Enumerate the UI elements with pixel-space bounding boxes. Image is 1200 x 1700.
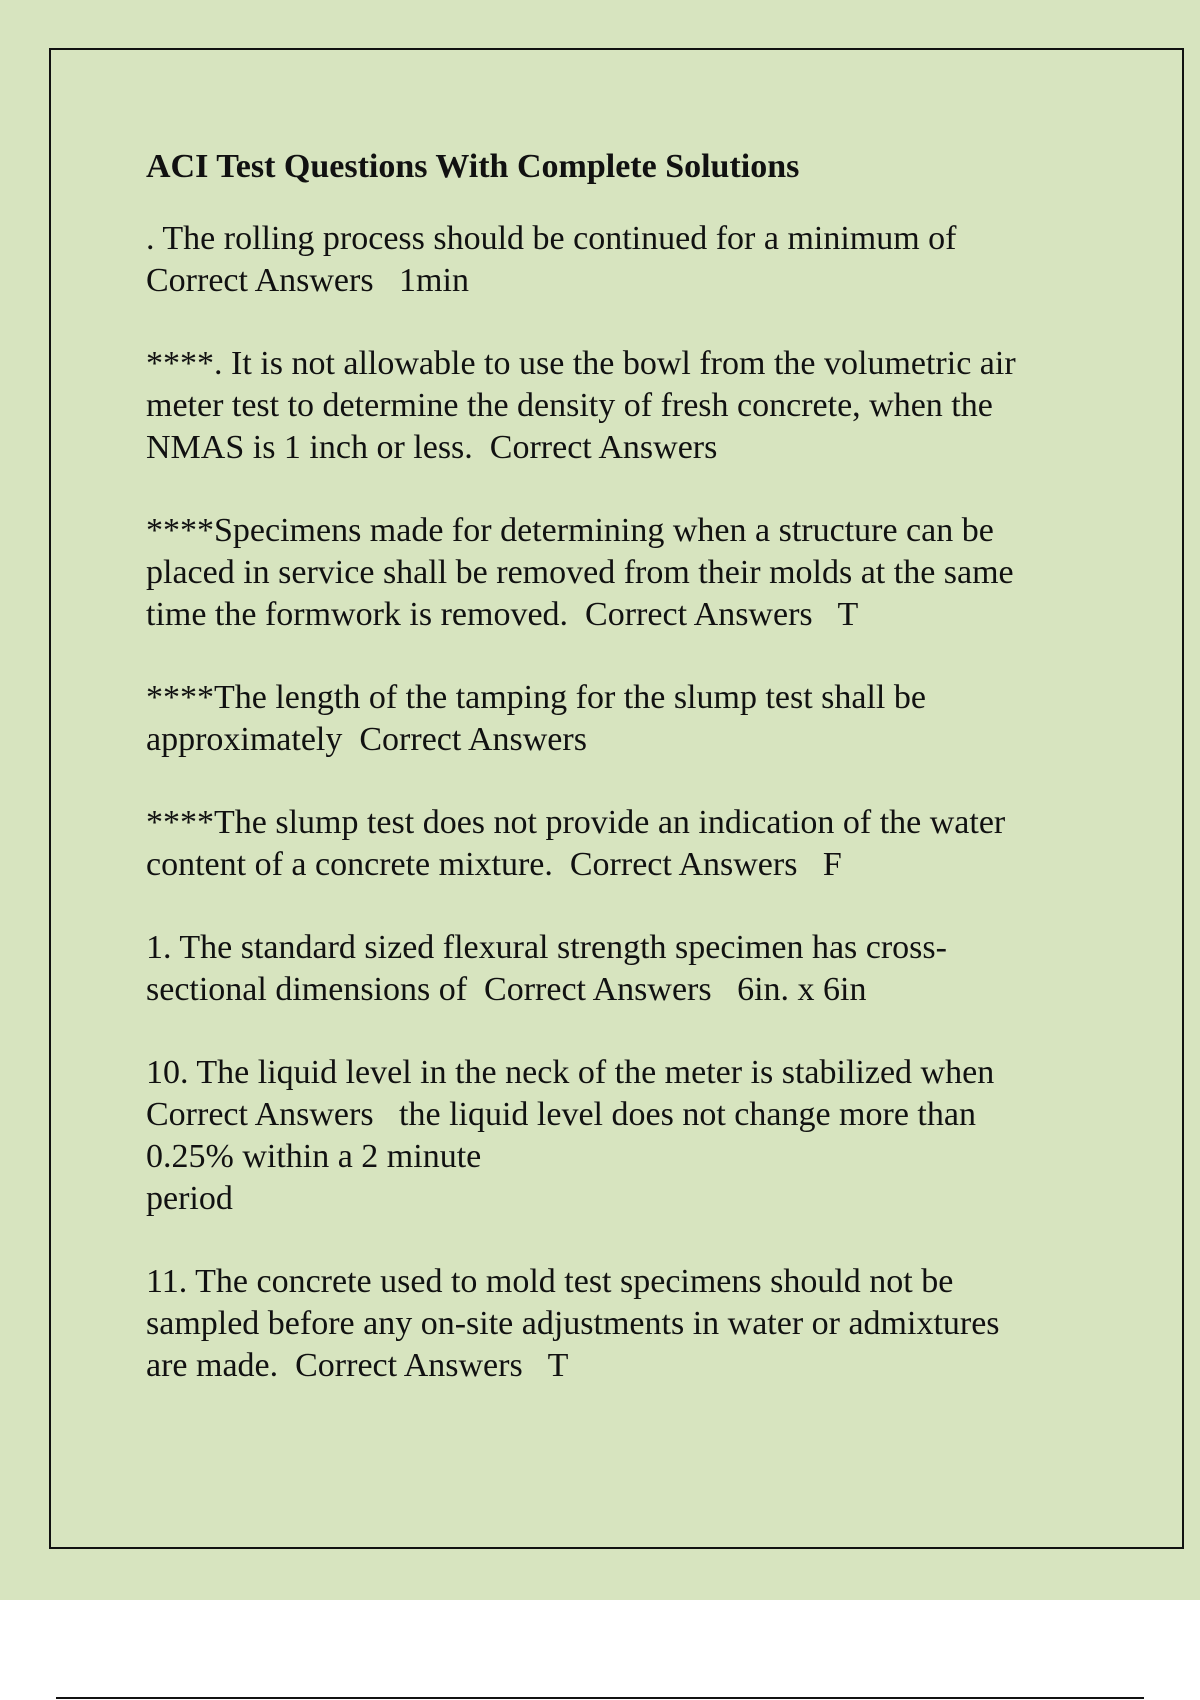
- qa-line: ****The length of the tamping for the slump test shall be: [146, 679, 926, 716]
- document-content: [146, 142, 1106, 1428]
- qa-line: are made. Correct Answers T: [146, 1347, 569, 1384]
- qa-item-sampling-adjustments: [146, 1261, 1106, 1387]
- qa-line: sectional dimensions of Correct Answers 6in. x 6in: [146, 971, 867, 1008]
- footer-rule: [56, 1697, 1144, 1699]
- document-title: ACI Test Questions With Complete Solutions: [146, 148, 800, 185]
- qa-line: 1. The standard sized flexural strength specimen has cross-: [146, 929, 947, 966]
- qa-line: period: [146, 1180, 233, 1217]
- qa-line: placed in service shall be removed from their molds at the same: [146, 554, 1014, 591]
- qa-line: sampled before any on-site adjustments in water or admixtures: [146, 1305, 1000, 1342]
- qa-item-liquid-level: [146, 1052, 1106, 1220]
- qa-line: ****The slump test does not provide an indication of the water: [146, 804, 1006, 841]
- qa-line: ****Specimens made for determining when a structure can be: [146, 512, 994, 549]
- qa-line: meter test to determine the density of fresh concrete, when the: [146, 387, 993, 424]
- qa-line: NMAS is 1 inch or less. Correct Answers: [146, 429, 718, 466]
- qa-line: 10. The liquid level in the neck of the meter is stabilized when: [146, 1054, 995, 1091]
- qa-line: time the formwork is removed. Correct Answers T: [146, 596, 859, 633]
- qa-item-rolling-process: [146, 218, 1106, 302]
- qa-item-slump-water: [146, 802, 1106, 886]
- qa-line: 11. The concrete used to mold test specimens should not be: [146, 1263, 954, 1300]
- qa-line: ****. It is not allowable to use the bowl from the volumetric air: [146, 345, 1016, 382]
- qa-line: Correct Answers the liquid level does not change more than: [146, 1096, 976, 1133]
- qa-line: content of a concrete mixture. Correct Answers F: [146, 846, 842, 883]
- qa-line: . The rolling process should be continued for a minimum of: [146, 220, 957, 257]
- qa-item-specimen-removal: [146, 510, 1106, 636]
- qa-item-volumetric-bowl: [146, 343, 1106, 469]
- qa-line: approximately Correct Answers: [146, 721, 587, 758]
- qa-line: 0.25% within a 2 minute: [146, 1138, 482, 1175]
- qa-line: Correct Answers 1min: [146, 262, 469, 299]
- qa-item-flexural-specimen: [146, 927, 1106, 1011]
- qa-item-tamping-length: [146, 677, 1106, 761]
